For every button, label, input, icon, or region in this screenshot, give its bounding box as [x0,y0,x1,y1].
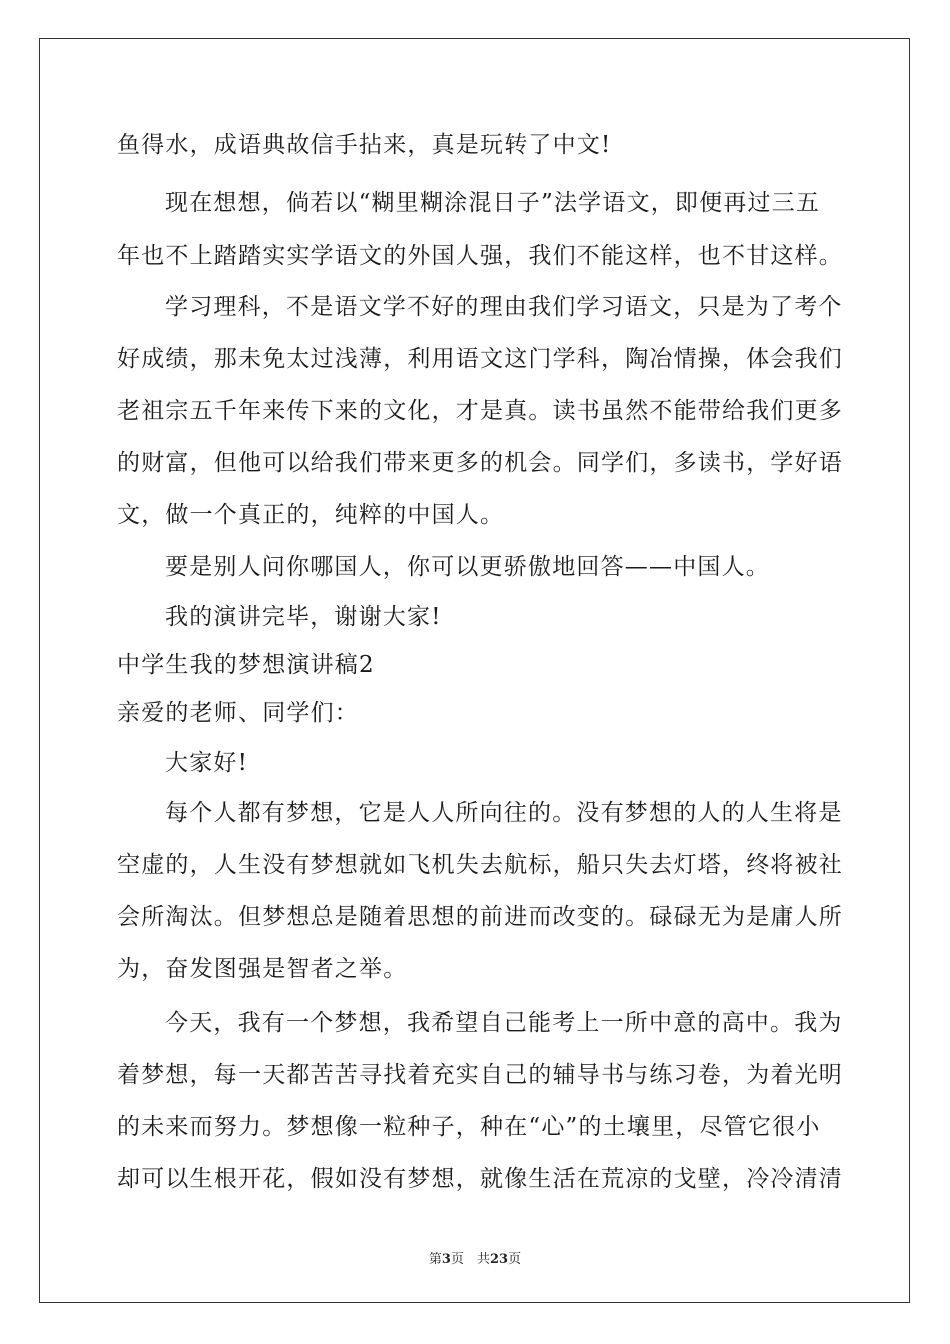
paragraph-line: 老祖宗五千年来传下来的文化，才是真。读书虽然不能带给我们更多 [117,398,843,424]
total-page-count: 23 [489,1252,509,1267]
paragraph-line: 好成绩，那未免太过浅薄，利用语文这门学科，陶冶情操，体会我们 [117,346,843,372]
greeting: 大家好! [165,750,249,776]
footer-middle: 页 共 [450,1252,490,1267]
paragraph-line: 每个人都有梦想，它是人人所向往的。没有梦想的人的人生将是 [165,800,843,826]
paragraph-line: 现在想想，倘若以“糊里糊涂混日子”法学语文，即便再过三五 [165,190,821,216]
paragraph-line: 学习理科，不是语文学不好的理由我们学习语文，只是为了考个 [165,294,843,320]
footer-suffix: 页 [508,1252,522,1267]
paragraph-line: 今天，我有一个梦想，我希望自己能考上一所中意的高中。我为 [165,1010,843,1036]
text-line-continuation: 鱼得水，成语典故信手拈来，真是玩转了中文! [117,132,612,158]
paragraph-line: 文，做一个真正的，纯粹的中国人。 [117,502,505,528]
current-page-number: 3 [441,1252,451,1267]
section-title: 中学生我的梦想演讲稿2 [117,652,375,678]
paragraph-line: 会所淘汰。但梦想总是随着思想的前进而改变的。碌碌无为是庸人所 [117,904,843,930]
page-footer [0,1248,950,1267]
paragraph-line: 年也不上踏踏实实学语文的外国人强，我们不能这样，也不甘这样。 [117,243,843,269]
document-body [117,128,843,1196]
paragraph-line: 为，奋发图强是智者之举。 [117,956,408,982]
paragraph-line: 空虚的，人生没有梦想就如飞机失去航标，船只失去灯塔，终将被社 [117,852,843,878]
salutation: 亲爱的老师、同学们： [117,700,359,726]
footer-prefix: 第 [428,1252,442,1267]
paragraph-line: 的未来而努力。梦想像一粒种子，种在“心”的土壤里，尽管它很小 [117,1114,821,1140]
paragraph-line: 着梦想，每一天都苦苦寻找着充实自己的辅导书与练习卷，为着光明 [117,1062,843,1088]
closing-line: 我的演讲完毕，谢谢大家! [165,604,442,630]
paragraph-line: 要是别人问你哪国人，你可以更骄傲地回答——中国人。 [165,554,770,580]
paragraph-line: 的财富，但他可以给我们带来更多的机会。同学们，多读书，学好语 [117,450,843,476]
paragraph-line: 却可以生根开花，假如没有梦想，就像生活在荒凉的戈壁，冷冷清清 [117,1166,843,1192]
